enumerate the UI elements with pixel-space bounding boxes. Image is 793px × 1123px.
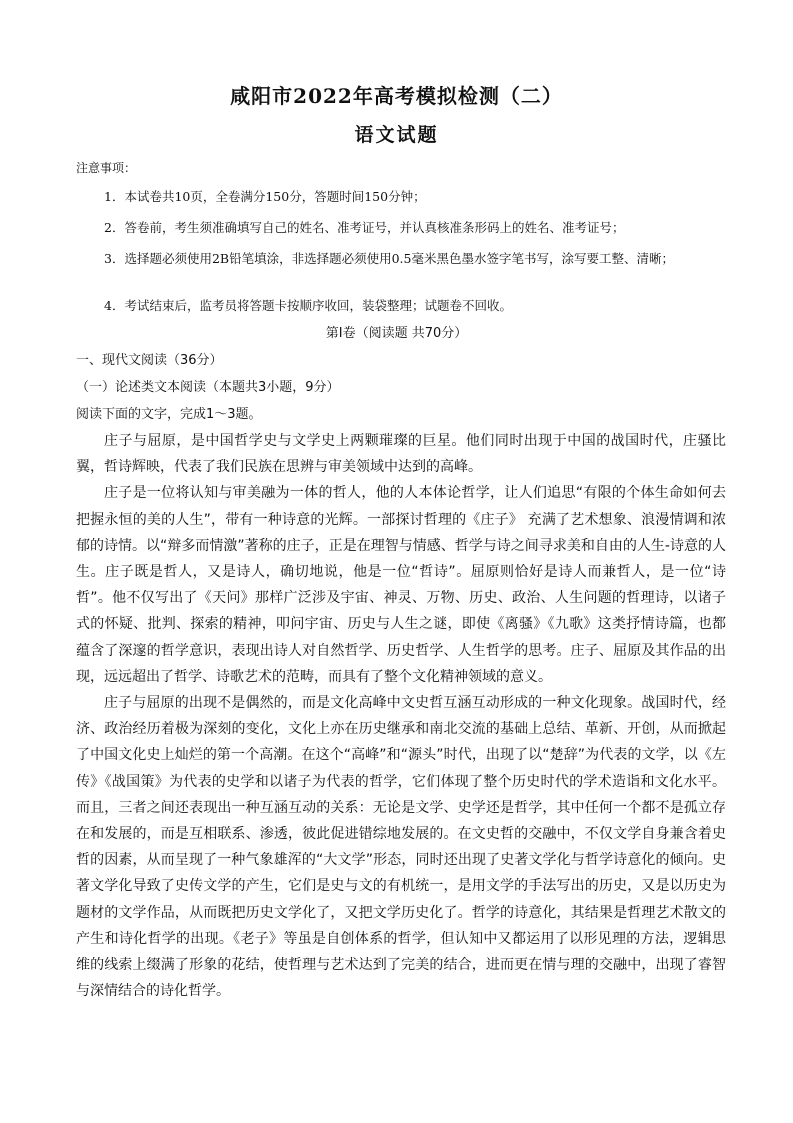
reading-instruction: 阅读下面的文字，完成1～3题。 (76, 407, 262, 422)
sub-section-heading: （一）论述类文本阅读（本题共3小题，9分） (76, 380, 340, 395)
notice-item: 2．答卷前，考生须准确填写自己的姓名、准考证号，并认真核准条形码上的姓名、准考证号； (104, 220, 625, 235)
part-title: 第Ⅰ卷（阅读题 共70分） (325, 326, 468, 341)
notice-item: 4．考试结束后，监考员将答题卡按顺序收回，装袋整理；试题卷不回收。 (104, 298, 512, 313)
passage-paragraph: 庄子与屈原的出现不是偶然的，而是文化高峰中文史哲互涵互动形成的一种文化现象。战国时代，经济、政治经历着极为深刻的变化，文化上亦在历史继承和南北交流的基础上总结、革新、开创，从而掀起了中国文化史上灿烂的第一个高潮。在这个“高峰”和“源头”时代，出现了以“楚辞”为代表的文学，以《左传》《战国策》为代表的史学和以诸子为代表的哲学，它们体现了整个历史时代的学术造诣和文化水平。而且，三者之间还表现出一种互涵互动的关系：无论是文学、史学还是哲学，其中任何一个都不是孤立存在和发展的，而是互相联系、渗透，彼此促进错综地发展的。在文史哲的交融中，不仅文学自身兼含着史哲的因素，从而呈现了一种气象雄浑的“大文学”形态，同时还出现了史著文学化与哲学诗意化的倾向。史著文学化导致了史传文学的产生，它们是史与文的有机统一，是用文学的手法写出的历史，又是以历史为题材的文学作品，从而既把历史文学化了，又把文学历史化了。哲学的诗意化，其结果是哲理艺术散文的产生和诗化哲学的出现。《老子》等虽是自创体系的哲学，但认知中又都运用了以形见理的方法，逻辑思维的线索上缀满了形象的花结，使哲理与艺术达到了完美的结合，进而更在情与理的交融中，出现了睿智与深情结合的诗化哲学。 (76, 695, 726, 1000)
notice-heading: 注意事项： (76, 161, 137, 175)
passage-paragraph: 庄子是一位将认知与审美融为一体的哲人，他的人本体论哲学，让人们追思“有限的个体生命如何去把握永恒的美的人生”，带有一种诗意的光辉。一部探讨哲理的《庄子》 充满了艺术想象、浪漫情调和浓郁的诗情。以“辩多而情激”著称的庄子，正是在理智与情感、哲学与诗之间寻求美和自由的人生-诗意的人生。庄子既是哲人，又是诗人，确切地说，他是一位“哲诗”。屈原则恰好是诗人而兼哲人，是一位“诗哲”。他不仅写出了《天问》那样广泛涉及宇宙、神灵、万物、历史、政治、人生问题的哲理诗，以诸子式的怀疑、批判、探索的精神，叩问宇宙、历史与人生之谜，即使《离骚》《九歌》这类抒情诗篇，也都蕴含了深邃的哲学意识，表现出诗人对自然哲学、历史哲学、人生哲学的思考。庄子、屈原及其作品的出现，远远超出了哲学、诗歌艺术的范畴，而具有了整个文化精神领域的意义。 (76, 485, 726, 685)
exam-title: 咸阳市2022年高考模拟检测（二） (230, 84, 563, 108)
passage-paragraph: 庄子与屈原，是中国哲学史与文学史上两颗璀璨的巨星。他们同时出现于中国的战国时代，庄骚比翼，哲诗辉映，代表了我们民族在思辨与审美领域中达到的高峰。 (76, 433, 726, 476)
subject-title: 语文试题 (354, 124, 439, 146)
notice-item: 1．本试卷共10页，全卷满分150分，答题时间150分钟； (104, 189, 426, 204)
reading-passage (76, 428, 726, 1004)
notice-item: 3．选择题必须使用2B铅笔填涂，非选择题必须使用0.5毫米黑色墨水签字笔书写，涂写要工整、清晰； (104, 251, 674, 266)
section-heading: 一、现代文阅读（36分） (76, 353, 223, 368)
